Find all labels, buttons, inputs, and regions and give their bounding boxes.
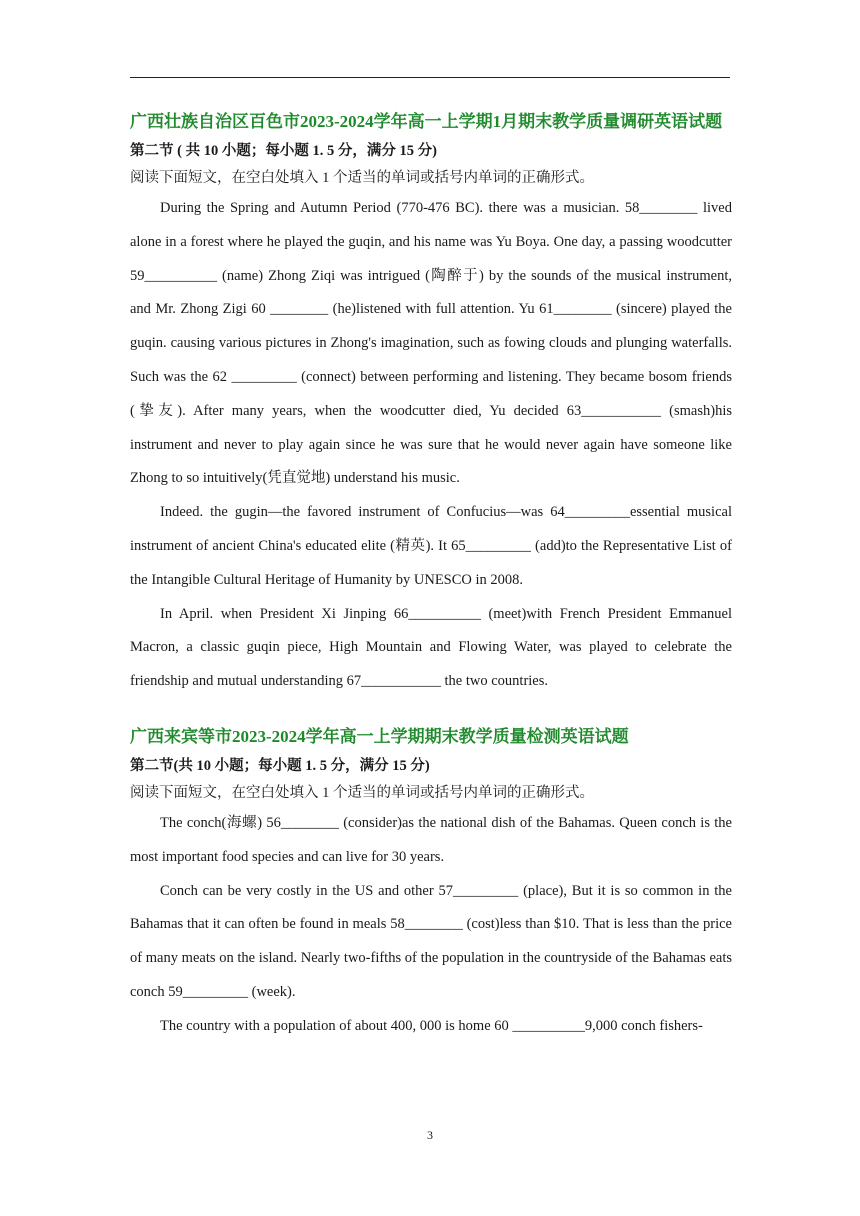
page-content xyxy=(130,106,732,1044)
passage-paragraph: During the Spring and Autumn Period (770-476 BC). there was a musician. 58________ lived alone in a forest where he played the guqin, and his name was Yu Boya. One day, a passing woodcutter 59__________ (name) Zhong Ziqi was intrigued (陶醉于) by the sounds of the musical instrument, and Mr. Zhong Zigi 60 ________ (he)listened with full attention. Yu 61________ (sincere) played the guqin. causing various pictures in Zhong's imagination, such as fowing clouds and plunging waterfalls. Such was the 62 _________ (connect) between performing and listening. They became bosom friends (挚友). After many years, when the woodcutter died, Yu decided 63___________ (smash)his instrument and never to play again since he was sure that he would never again have someone like Zhong to so intuitively(凭直觉地) understand his music. xyxy=(130,200,732,487)
section-meta: 第二节(共 10 小题；每小题 1. 5 分，满分 15 分) xyxy=(130,757,430,774)
page-number: 3 xyxy=(427,1128,433,1142)
passage-paragraph: In April. when President Xi Jinping 66__________ (meet)with French President Emmanuel Macron, a classic guqin piece, High Mountain and Flowing Water, was played to celebrate the friendship and mutual understanding 67___________ the two countries. xyxy=(130,605,732,690)
section-title: 广西来宾等市2023-2024学年高一上学期期末教学质量检测英语试题 xyxy=(130,726,629,746)
passage-paragraph: The conch(海螺) 56________ (consider)as the national dish of the Bahamas. Queen conch is the most important food species and can live for 30 years. xyxy=(130,814,732,865)
section-instruction: 阅读下面短文，在空白处填入 1 个适当的单词或括号内单词的正确形式。 xyxy=(130,784,594,801)
passage-paragraph: The country with a population of about 400, 000 is home 60 __________9,000 conch fishers- xyxy=(160,1017,703,1034)
section-meta: 第二节 ( 共 10 小题；每小题 1. 5 分，满分 15 分) xyxy=(130,143,437,159)
passage-paragraph: Indeed. the gugin—the favored instrument of Confucius—was 64_________essential musical instrument of ancient China's educated elite (精英). It 65_________ (add)to the Representative List of the Intangible Cultural Heritage of Humanity by UNESCO in 2008. xyxy=(130,504,732,588)
section-title: 广西壮族自治区百色市2023-2024学年高一上学期1月期末教学质量调研英语试题 xyxy=(130,112,723,131)
section-spacer xyxy=(130,699,732,721)
exam-section-1 xyxy=(130,106,732,699)
passage-paragraph: Conch can be very costly in the US and other 57_________ (place), But it is so common in the Bahamas that it can often be found in meals 58________ (cost)less than $10. That is less than the price of many meats on the island. Nearly two-fifths of the population in the countryside of the Bahamas eats conch 59_________ (week). xyxy=(130,882,732,1000)
section-instruction: 阅读下面短文，在空白处填入 1 个适当的单词或括号内单词的正确形式。 xyxy=(130,170,594,186)
header-rule xyxy=(130,77,730,78)
exam-section-2 xyxy=(130,721,732,1044)
